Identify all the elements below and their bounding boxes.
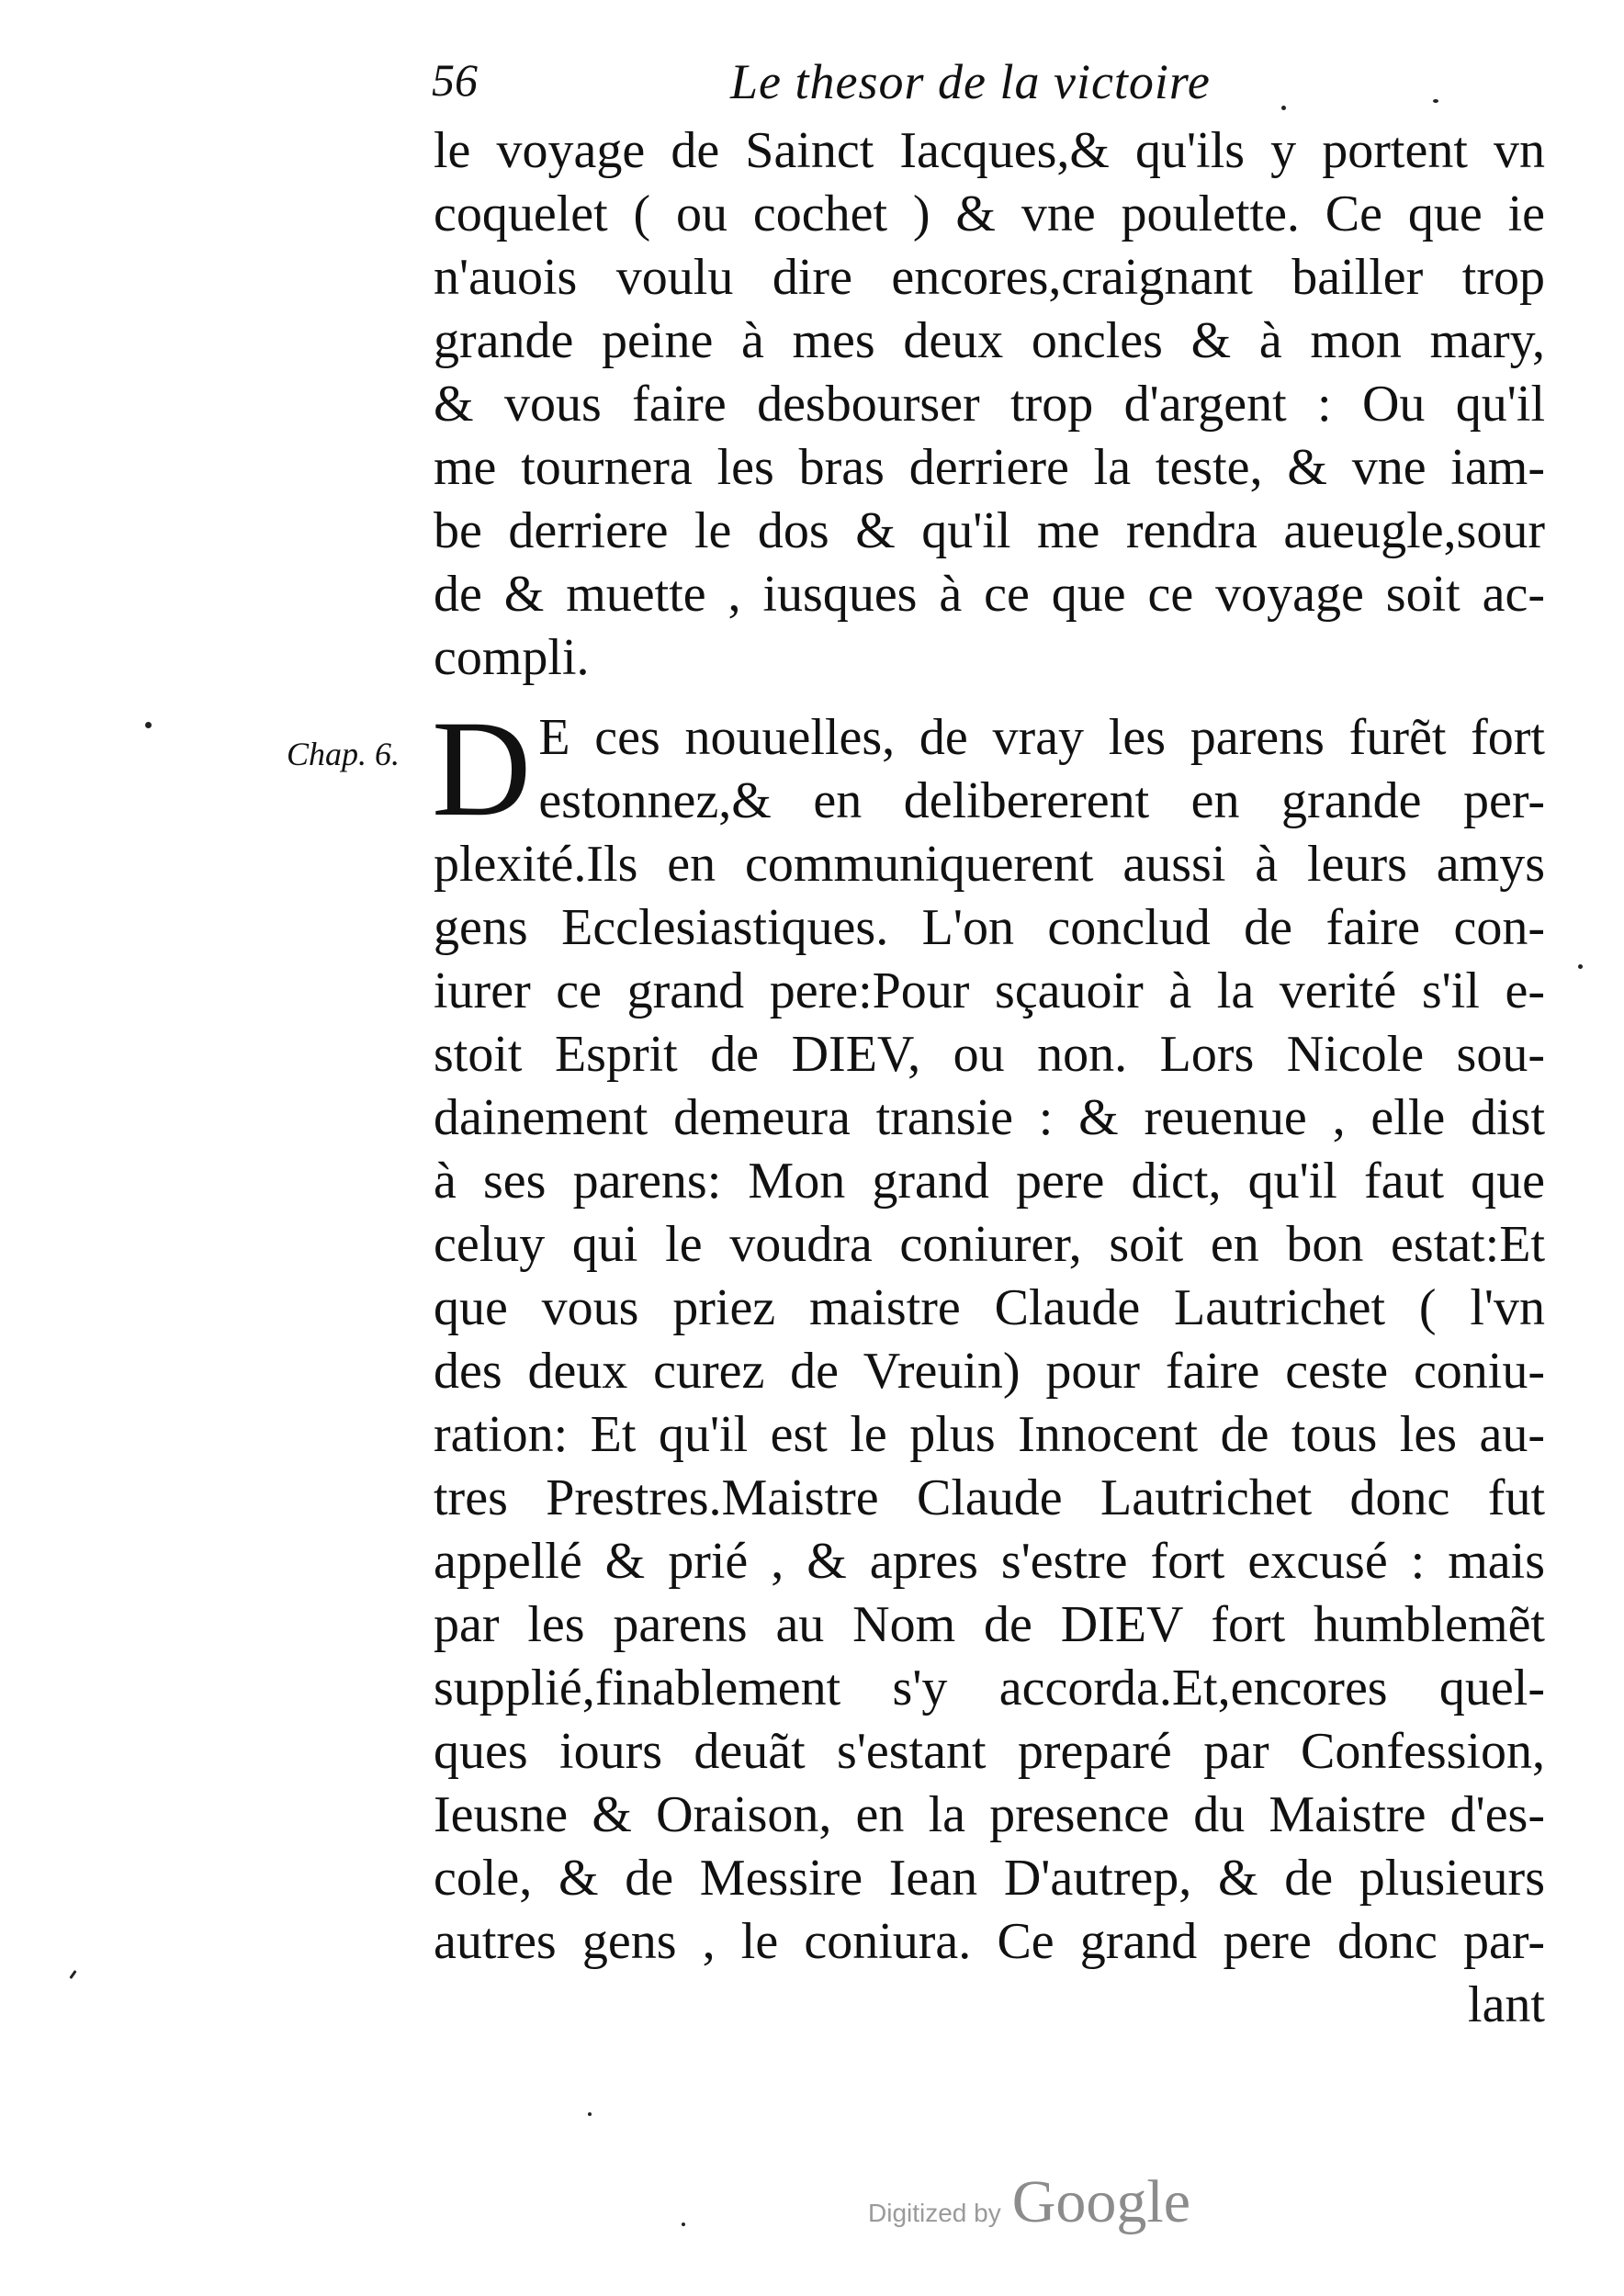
text-line: dainement demeura transie : & reuenue , elle dist xyxy=(434,1089,1545,1146)
text-line: de & muette , iusques à ce que ce voyage soit ac- xyxy=(434,566,1545,623)
text-line: gens Ecclesiastiques. L'on conclud de faire con- xyxy=(434,899,1545,956)
ink-speck xyxy=(1281,106,1286,110)
text-line: supplié,finablement s'y accorda.Et,encores quel- xyxy=(434,1660,1545,1716)
ink-speck xyxy=(1578,964,1583,969)
digitized-label: Digitized by xyxy=(868,2199,1001,2227)
text-line: n'auois voulu dire encores,craignant bailler trop xyxy=(434,249,1545,306)
text-line: celuy qui le voudra coniurer, soit en bon estat:Et xyxy=(434,1216,1545,1273)
text-line: grande peine à mes deux oncles & à mon mary, xyxy=(434,312,1545,369)
paragraph-2 xyxy=(432,692,1545,2037)
paragraph-1 xyxy=(434,119,1545,690)
text-line: E ces nouuelles, de vray les parens furẽt fort xyxy=(538,709,1545,766)
text-line: Ieusne & Oraison, en la presence du Maistre d'es- xyxy=(434,1786,1545,1843)
page-number: 56 xyxy=(432,54,478,106)
drop-cap-initial: D xyxy=(432,692,532,845)
google-logo: Google xyxy=(1011,2168,1191,2235)
ink-speck xyxy=(588,2112,592,2116)
digitization-watermark xyxy=(868,2167,1190,2237)
chapter-margin-note: Chap. 6. xyxy=(287,736,400,772)
text-line: à ses parens: Mon grand pere dict, qu'il faut que xyxy=(434,1153,1545,1210)
text-line: autres gens , le coniura. Ce grand pere donc par- xyxy=(434,1913,1545,1970)
text-line: ques iours deuãt s'estant preparé par Confession, xyxy=(434,1723,1545,1780)
running-title: Le thesor de la victoire xyxy=(730,54,1211,109)
text-line: par les parens au Nom de DIEV fort humblemẽt xyxy=(434,1596,1545,1653)
text-line: appellé & prié , & apres s'estre fort excusé : mais xyxy=(434,1533,1545,1590)
ink-speck xyxy=(69,1970,76,1979)
body-text xyxy=(434,119,1545,2037)
ink-speck xyxy=(1433,99,1438,103)
text-line: & vous faire desbourser trop d'argent : Ou qu'il xyxy=(434,376,1545,433)
catchword: lant xyxy=(1468,1976,1545,2033)
text-line: me tournera les bras derriere la teste, & vne iam- xyxy=(434,439,1545,496)
page-header xyxy=(432,53,1534,118)
text-line: tres Prestres.Maistre Claude Lautrichet donc fut xyxy=(434,1469,1545,1526)
text-line: ration: Et qu'il est le plus Innocent de tous les au- xyxy=(434,1406,1545,1463)
ink-speck xyxy=(145,722,152,728)
text-line: stoit Esprit de DIEV, ou non. Lors Nicole sou- xyxy=(434,1026,1545,1083)
text-line: des deux curez de Vreuin) pour faire ceste coniu- xyxy=(434,1343,1545,1400)
text-line: cole, & de Messire Iean D'autrep, & de plusieurs xyxy=(434,1850,1545,1907)
text-line: que vous priez maistre Claude Lautrichet ( l'vn xyxy=(434,1279,1545,1336)
text-line: le voyage de Sainct Iacques,& qu'ils y portent vn xyxy=(434,122,1545,179)
text-line: compli. xyxy=(434,629,590,686)
text-line: iurer ce grand pere:Pour sçauoir à la verité s'il e- xyxy=(434,962,1545,1019)
ink-speck xyxy=(682,2223,685,2226)
text-line: estonnez,& en delibererent en grande per- xyxy=(538,772,1545,829)
text-line: plexité.Ils en communiquerent aussi à leurs amys xyxy=(434,836,1545,893)
text-line: be derriere le dos & qu'il me rendra aueugle,sour xyxy=(434,502,1545,559)
text-line: coquelet ( ou cochet ) & vne poulette. Ce que ie xyxy=(434,186,1545,242)
